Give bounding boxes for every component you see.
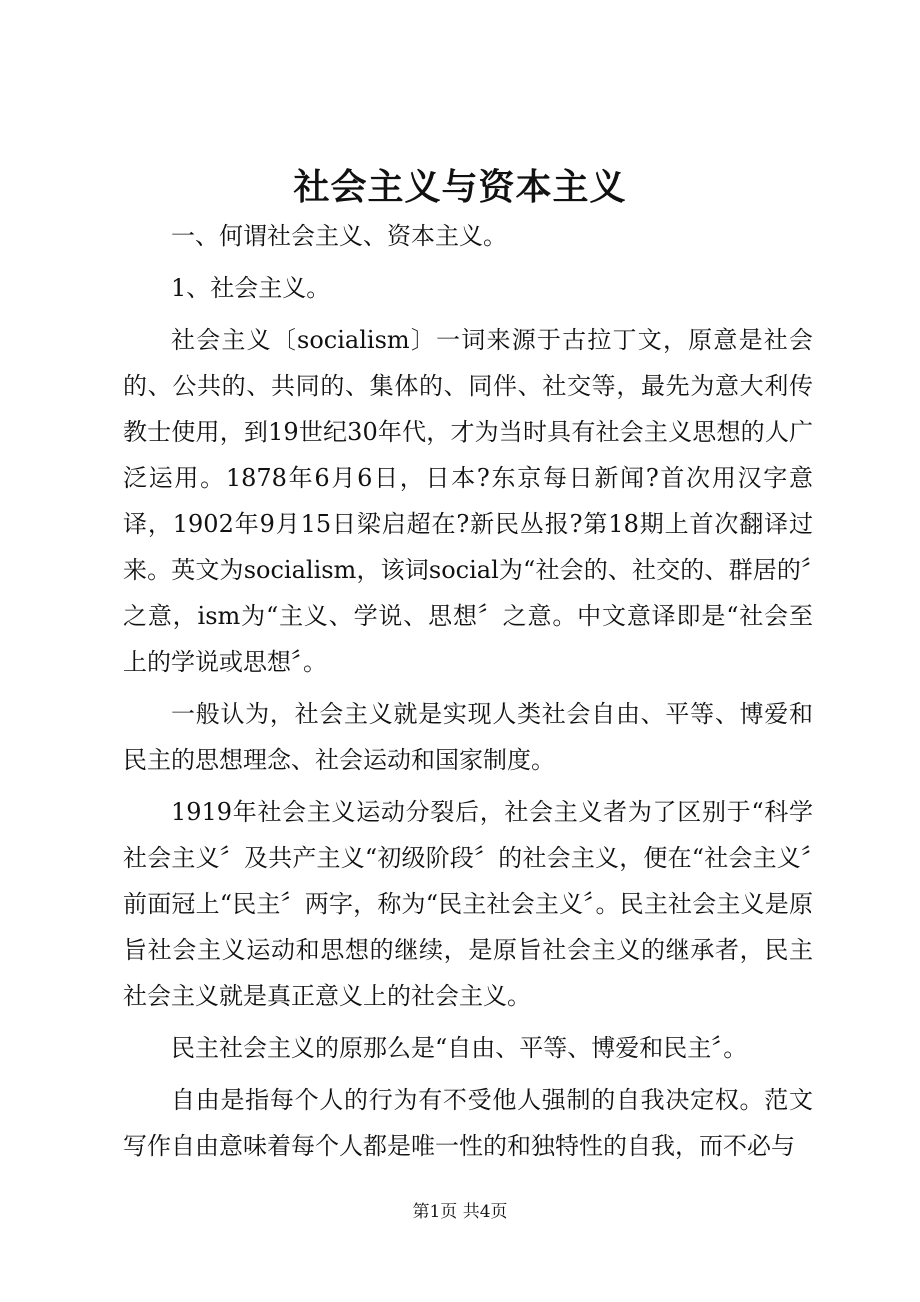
document-title: 社会主义与资本主义 [293, 166, 627, 208]
paragraph-freedom: 自由是指每个人的行为有不受他人强制的自我决定权。范文写作自由意味着每个人都是唯一性的和独特性的自我，而不必与 [123, 1086, 813, 1160]
paragraph-definition: 一般认为，社会主义就是实现人类社会自由、平等、博爱和民主的思想理念、社会运动和国家制度。 [123, 700, 813, 774]
paragraph-principles: 民主社会主义的原那么是“自由、平等、博爱和民主〞。 [171, 1034, 748, 1062]
paragraph-etymology: 社会主义〔socialism〕一词来源于古拉丁文，原意是社会的、公共的、共同的、集体的、同伴、社交等，最先为意大利传教士使用，到19世纪30年代，才为当时具有社会主义思想的人广泛运用。1878年6月6日，日本?东京每日新闻?首次用汉字意译，1902年9月15日梁启超在?新民丛报?第18期上首次翻译过来。英文为socialism，该词social为“社会的、社交的、群居的〞之意，ism为“主义、学说、思想〞之意。中文意译即是“社会至上的学说或思想〞。 [123, 326, 813, 676]
document-body [123, 213, 813, 1175]
paragraph-heading-1: 一、何谓社会主义、资本主义。 [171, 222, 507, 250]
paragraph-heading-2: 1、社会主义。 [171, 274, 331, 302]
page-footer: 第1页 共4页 [412, 1202, 508, 1222]
paragraph-history: 1919年社会主义运动分裂后，社会主义者为了区别于“科学社会主义〞及共产主义“初级阶段〞的社会主义，便在“社会主义〞前面冠上“民主〞两字，称为“民主社会主义〞。民主社会主义是原旨社会主义运动和思想的继续，是原旨社会主义的继承者，民主社会主义就是真正意义上的社会主义。 [123, 798, 813, 1010]
